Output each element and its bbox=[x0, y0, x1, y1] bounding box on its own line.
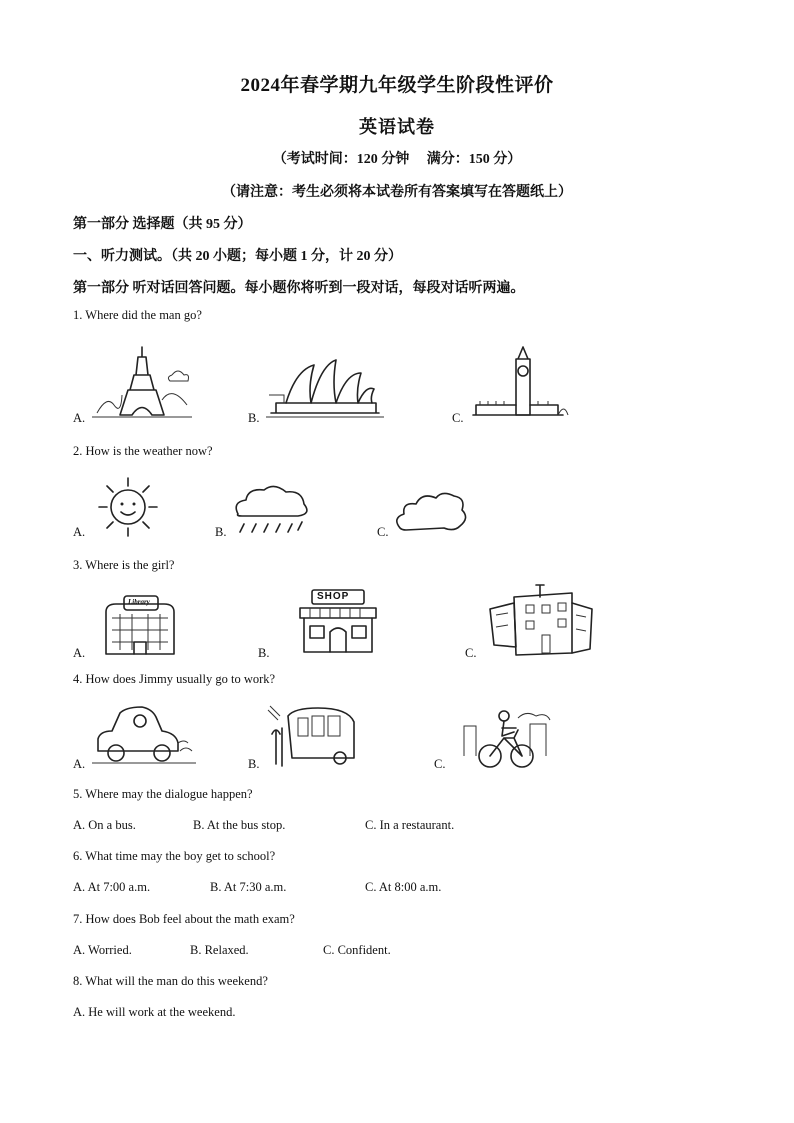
subject-title: 英语试卷 bbox=[359, 117, 435, 137]
sun-icon bbox=[95, 476, 161, 543]
option-label: C. bbox=[377, 525, 389, 539]
question-4: 4. How does Jimmy usually go to work? bbox=[73, 672, 276, 686]
option-label: B. bbox=[248, 411, 260, 425]
exam-title: 2024年春学期九年级学生阶段性评价 bbox=[240, 75, 554, 96]
cloud-icon bbox=[394, 488, 468, 541]
option-c: C. At 8:00 a.m. bbox=[365, 880, 442, 894]
big-ben-icon bbox=[468, 345, 568, 426]
question-3: 3. Where is the girl? bbox=[73, 558, 175, 572]
instruction: 第一部分 听对话回答问题。每小题你将听到一段对话，每段对话听两遍。 bbox=[73, 281, 525, 296]
question-6: 6. What time may the boy get to school? bbox=[73, 849, 276, 863]
option-a: A. On a bus. bbox=[73, 818, 136, 832]
option-label: A. bbox=[73, 411, 86, 425]
option-a: A. Worried. bbox=[73, 943, 132, 957]
question-2: 2. How is the weather now? bbox=[73, 444, 213, 458]
hospital-building-icon bbox=[486, 583, 596, 664]
exam-info: （考试时间：120 分钟 满分：150 分） bbox=[272, 152, 522, 167]
sydney-opera-house-icon bbox=[266, 355, 384, 425]
option-a: A. He will work at the weekend. bbox=[73, 1005, 236, 1019]
rain-cloud-icon bbox=[232, 484, 310, 543]
option-c: C. In a restaurant. bbox=[365, 818, 455, 832]
option-label: A. bbox=[73, 646, 86, 660]
option-label: C. bbox=[465, 646, 477, 660]
listening-heading: 一、听力测试。（共 20 小题；每小题 1 分，计 20 分） bbox=[73, 249, 402, 264]
notice: （请注意：考生必须将本试卷所有答案填写在答题纸上） bbox=[222, 185, 572, 200]
option-b: B. At 7:30 a.m. bbox=[210, 880, 287, 894]
bicycle-icon bbox=[460, 708, 554, 775]
option-label: C. bbox=[434, 757, 446, 771]
car-icon bbox=[92, 705, 196, 772]
option-label: B. bbox=[248, 757, 260, 771]
shop-icon bbox=[296, 588, 380, 661]
library-building-icon bbox=[102, 592, 178, 663]
option-b: B. At the bus stop. bbox=[193, 818, 286, 832]
option-b: B. Relaxed. bbox=[190, 943, 249, 957]
option-label: C. bbox=[452, 411, 464, 425]
option-label: A. bbox=[73, 757, 86, 771]
option-a: A. At 7:00 a.m. bbox=[73, 880, 151, 894]
question-1: 1. Where did the man go? bbox=[73, 308, 202, 322]
eiffel-tower-icon bbox=[92, 345, 192, 425]
library-sign: Library bbox=[128, 598, 150, 606]
question-5: 5. Where may the dialogue happen? bbox=[73, 787, 253, 801]
bus-icon bbox=[268, 706, 360, 775]
option-c: C. Confident. bbox=[323, 943, 391, 957]
option-label: B. bbox=[215, 525, 227, 539]
part1-heading: 第一部分 选择题（共 95 分） bbox=[73, 217, 252, 232]
option-label: B. bbox=[258, 646, 270, 660]
option-label: A. bbox=[73, 525, 86, 539]
shop-sign: SHOP bbox=[317, 591, 350, 602]
question-8: 8. What will the man do this weekend? bbox=[73, 974, 268, 988]
question-7: 7. How does Bob feel about the math exam? bbox=[73, 912, 295, 926]
